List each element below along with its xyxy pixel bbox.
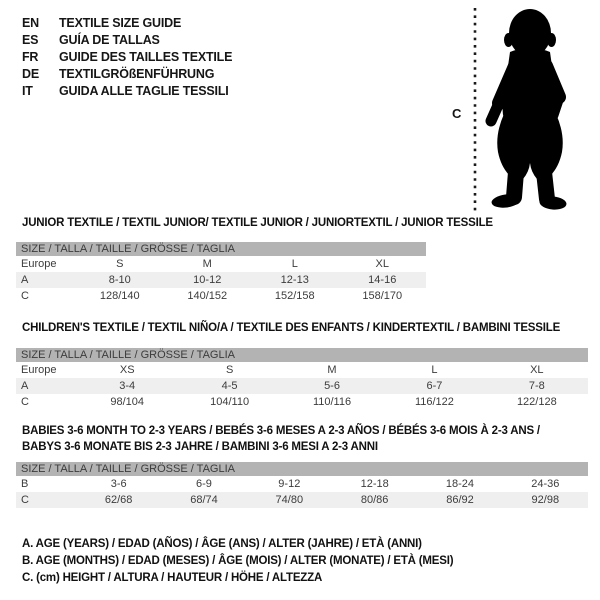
cell: 128/140	[99, 290, 140, 302]
language-code: IT	[22, 84, 33, 98]
cell: 62/68	[104, 494, 133, 506]
table-row	[16, 492, 588, 508]
footnote-c: C. (cm) HEIGHT / ALTURA / HAUTEUR / HÖHE / ALTEZZA	[22, 572, 323, 584]
section-title-text: CHILDREN'S TEXTILE / TEXTIL NIÑO/A / TEXTILE DES ENFANTS / KINDERTEXTIL / BAMBINI TESSILE	[22, 322, 561, 334]
cell: 6-7	[426, 380, 443, 392]
cell: 86/92	[446, 494, 474, 506]
language-code: ES	[22, 33, 39, 47]
footnote-a: A. AGE (YEARS) / EDAD (AÑOS) / ÂGE (ANS) / ALTER (JAHRE) / ETÀ (ANNI)	[22, 538, 422, 550]
cell: 9-12	[278, 478, 301, 490]
row-label: A	[21, 380, 29, 392]
footnote-b: B. AGE (MONTHS) / EDAD (MESES) / ÂGE (MOIS) / ALTER (MONATE) / ETÀ (MESI)	[22, 555, 454, 567]
cell: L	[291, 258, 298, 270]
language-header	[22, 15, 232, 100]
cell: 10-12	[193, 274, 222, 286]
baby-silhouette-icon	[440, 0, 600, 220]
table-row	[16, 394, 588, 410]
cell: 98/104	[110, 396, 145, 408]
row-label: A	[21, 274, 29, 286]
section-title-babies	[22, 423, 540, 455]
cell: 12-18	[360, 478, 389, 490]
cell: 68/74	[190, 494, 218, 506]
row-label: Europe	[21, 364, 57, 376]
cell: 12-13	[280, 274, 309, 286]
section-title-text: BABIES 3-6 MONTH TO 2-3 YEARS / BEBÉS 3-6 MESES A 2-3 AÑOS / BÉBÉS 3-6 MOIS À 2-3 ANS /	[22, 425, 540, 437]
table-row	[16, 256, 426, 272]
cell: M	[202, 258, 212, 270]
cell: 14-16	[368, 274, 397, 286]
babies-size-table	[16, 462, 588, 508]
cell: 6-9	[196, 478, 212, 490]
row-label: Europe	[21, 258, 57, 270]
junior-size-table	[16, 242, 426, 304]
cell: L	[431, 364, 438, 376]
language-label: GUIDE DES TAILLES TEXTILE	[59, 50, 233, 64]
cell: XL	[375, 258, 389, 270]
row-label: C	[21, 494, 29, 506]
cell: 122/128	[516, 396, 557, 408]
language-label: TEXTILE SIZE GUIDE	[59, 16, 182, 30]
language-label: GUÍA DE TALLAS	[59, 33, 160, 47]
baby-silhouette	[491, 9, 567, 211]
language-label: GUIDA ALLE TAGLIE TESSILI	[59, 84, 229, 98]
cell: 110/116	[312, 396, 352, 408]
table-header-size: SIZE / TALLA / TAILLE / GRÖSSE / TAGLIA	[16, 242, 426, 256]
section-title-junior	[22, 215, 493, 231]
table-header-size: SIZE / TALLA / TAILLE / GRÖSSE / TAGLIA	[16, 348, 588, 362]
cell: 140/152	[187, 290, 228, 302]
language-code: DE	[22, 67, 39, 81]
cell: 74/80	[275, 494, 304, 506]
cell: 104/110	[210, 396, 250, 408]
cell: 18-24	[445, 478, 475, 490]
row-label: C	[21, 290, 29, 302]
cell: 3-4	[119, 380, 136, 392]
language-row-it	[22, 83, 232, 100]
footnotes	[22, 536, 453, 587]
cell: S	[225, 364, 234, 376]
cell: 92/98	[531, 494, 560, 506]
table-row	[16, 476, 588, 492]
cell: 3-6	[110, 478, 127, 490]
row-label: C	[21, 396, 29, 408]
cell: 5-6	[324, 380, 340, 392]
table-row	[16, 288, 426, 304]
table-header-size: SIZE / TALLA / TAILLE / GRÖSSE / TAGLIA	[16, 462, 588, 476]
language-code: FR	[22, 50, 39, 64]
cell: XS	[119, 364, 135, 376]
cell: 116/122	[414, 396, 454, 408]
cell: XL	[530, 364, 544, 376]
table-row	[16, 272, 426, 288]
language-label: TEXTILGRÖßENFÜHRUNG	[59, 67, 215, 81]
language-row-es	[22, 32, 232, 49]
table-row	[16, 378, 588, 394]
language-row-de	[22, 66, 232, 83]
section-title-children	[22, 320, 560, 336]
cell: 152/158	[274, 290, 315, 302]
children-size-table	[16, 348, 588, 410]
height-figure	[440, 0, 600, 220]
cell: 7-8	[528, 380, 545, 392]
cell: 4-5	[221, 380, 238, 392]
cell: 24-36	[531, 478, 560, 490]
table-row	[16, 362, 588, 378]
language-row-fr	[22, 49, 232, 66]
language-row-en	[22, 15, 232, 32]
section-title-text: JUNIOR TEXTILE / TEXTIL JUNIOR/ TEXTILE JUNIOR / JUNIORTEXTIL / JUNIOR TESSILE	[22, 217, 493, 229]
language-code: EN	[22, 16, 39, 30]
cell: 8-10	[108, 274, 131, 286]
cell: S	[116, 258, 124, 270]
cell: 80/86	[360, 494, 389, 506]
row-label: B	[21, 478, 29, 490]
cell: M	[327, 364, 337, 376]
measure-label-c: C	[452, 106, 462, 121]
section-title-text-line2: BABYS 3-6 MONATE BIS 2-3 JAHRE / BAMBINI 3-6 MESI A 2-3 ANNI	[22, 441, 378, 453]
cell: 158/170	[362, 290, 403, 302]
